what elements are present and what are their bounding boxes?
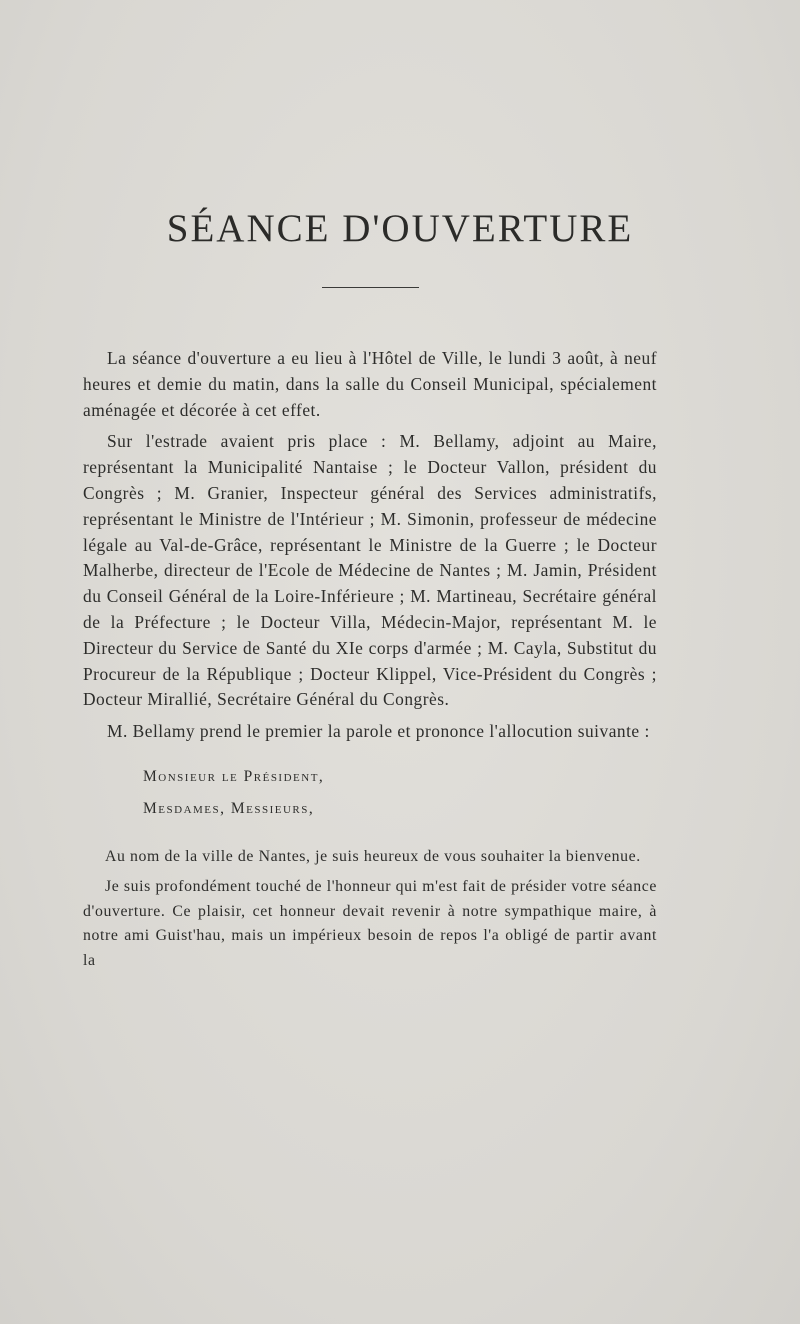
speech-paragraph-1: Au nom de la ville de Nantes, je suis heureux de vous souhaiter la bienvenue. [105,847,641,865]
body-text [83,346,657,979]
salutation [83,761,657,825]
speech-paragraph-2: Je suis profondément touché de l'honneur qui m'est fait de présider votre séance d'ouverture. Ce plaisir, cet honneur devait revenir à notre sympathique maire, à notre ami Guist'hau, mais un impérieux besoin de repos l'a obligé de partir avant la [83,878,658,969]
paragraph-attendees: Sur l'estrade avaient pris place : M. Bellamy, adjoint au Maire, représentant la Municipalité Nantaise ; le Docteur Vallon, président du Congrès ; M. Granier, Inspecteur général des Services administratifs, représentant le Ministre de l'Intérieur ; M. Simonin, professeur de médecine légale au Val-de-Grâce, représentant le Ministre de la Guerre ; le Docteur Malherbe, directeur de l'Ecole de Médecine de Nantes ; M. Jamin, Président du Conseil Général de la Loire-Inférieure ; M. Martineau, Secrétaire général de la Préfecture ; le Docteur Villa, Médecin-Major, représentant M. le Directeur du Service de Santé du XIe corps d'armée ; M. Cayla, Substitut du Procureur de la République ; Docteur Klippel, Vice-Président du Congrès ; Docteur Mirallié, Secrétaire Général du Congrès. [83,431,657,710]
salutation-line-1: Monsieur le Président, [143,767,325,785]
speech-text [83,845,657,974]
title-divider [322,287,419,288]
paragraph-opening: La séance d'ouverture a eu lieu à l'Hôtel de Ville, le lundi 3 août, à neuf heures et demie du matin, dans la salle du Conseil Municipal, spécialement aménagée et décorée à cet effet. [83,348,657,420]
page-title: SÉANCE D'OUVERTURE [166,207,634,250]
paragraph-allocution: M. Bellamy prend le premier la parole et prononce l'allocution suivante : [107,721,650,742]
salutation-line-2: Mesdames, Messieurs, [143,799,315,817]
